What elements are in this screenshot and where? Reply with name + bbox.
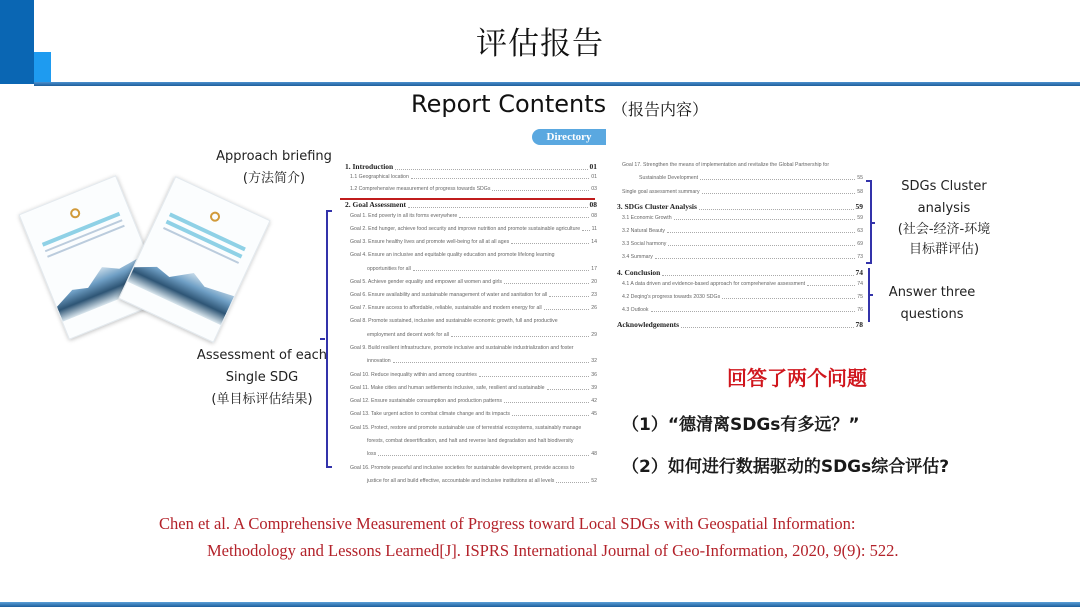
toc-entry (367, 266, 597, 272)
toc-page-number: 01 (589, 162, 597, 171)
toc-entry-title: Goal 6. Ensure availability and sustainable management of water and sanitation for all (350, 292, 548, 298)
toc-page-number: 59 (855, 202, 863, 211)
toc-page-number: 36 (591, 372, 597, 378)
toc-page-number: 48 (591, 451, 597, 457)
toc-entry (622, 189, 863, 195)
toc-entry-title: Goal 5. Achieve gender equality and empower all women and girls (350, 279, 502, 285)
toc-entry-title: innovation (367, 358, 391, 364)
toc-page-number: 08 (591, 213, 597, 219)
toc-page-number: 11 (591, 226, 597, 232)
toc-entry-title: 3.1 Economic Growth (622, 215, 672, 221)
single-sdg-assessment-label (196, 345, 328, 411)
toc-entry (345, 200, 597, 209)
toc-leader-dots (479, 376, 589, 377)
label-line: Answer three (888, 285, 976, 300)
toc-page-number: 69 (857, 241, 863, 247)
toc-entry (350, 411, 597, 417)
toc-page-number: 39 (591, 385, 597, 391)
toc-page-number: 17 (591, 266, 597, 272)
toc-entry (367, 451, 597, 457)
cover-subtitle-band (163, 227, 239, 264)
toc-page-number: 55 (857, 175, 863, 181)
toc-leader-dots (549, 296, 589, 297)
toc-entry-title: Goal 16. Promote peaceful and inclusive societies for sustainable development, provide access to (350, 465, 575, 471)
toc-entry (617, 268, 863, 277)
toc-entry (350, 398, 597, 404)
toc-entry-title: 4. Conclusion (617, 268, 661, 277)
toc-leader-dots (667, 232, 855, 233)
toc-entry-title: Goal 10. Reduce inequality within and among countries (350, 372, 477, 378)
toc-entry (350, 425, 597, 431)
toc-page-number: 63 (857, 228, 863, 234)
toc-entry-title: Goal 7. Ensure access to affordable, reliable, sustainable and modern energy for all (350, 305, 542, 311)
toc-leader-dots (547, 389, 590, 390)
toc-page-number: 08 (589, 200, 597, 209)
toc-entry-title: Goal 13. Take urgent action to combat climate change and its impacts (350, 411, 510, 417)
toc-entry (367, 478, 597, 484)
toc-entry-title: 3. SDGs Cluster Analysis (617, 202, 697, 211)
toc-entry (367, 358, 597, 364)
brace-tick (868, 294, 873, 296)
toc-page-number: 26 (591, 305, 597, 311)
toc-entry (622, 162, 863, 168)
toc-entry (622, 307, 863, 313)
toc-page-number: 14 (591, 239, 597, 245)
toc-entry (617, 202, 863, 211)
toc-entry-title: 1.2 Comprehensive measurement of progress towards SDGs (350, 186, 491, 192)
toc-leader-dots (668, 245, 855, 246)
toc-page-number: 74 (855, 268, 863, 277)
toc-entry (367, 438, 597, 444)
toc-entry-title: opportunities for all (367, 266, 411, 272)
footer-divider (0, 602, 1080, 607)
toc-leader-dots (393, 362, 590, 363)
label-line: (方法简介) (242, 171, 306, 186)
header-divider (34, 82, 1080, 86)
toc-page-number: 74 (857, 281, 863, 287)
toc-entry (350, 318, 597, 324)
directory-badge: Directory (532, 129, 606, 145)
label-line: questions (900, 307, 964, 322)
toc-entry (622, 228, 863, 234)
toc-leader-dots (411, 178, 589, 179)
label-line: Assessment of each (196, 348, 328, 363)
toc-entry-title: Goal 15. Protect, restore and promote sustainable use of terrestrial ecosystems, sustainably manage (350, 425, 582, 431)
toc-leader-dots (451, 336, 589, 337)
toc-entry (622, 215, 863, 221)
toc-entry-title: Single goal assessment summary (622, 189, 700, 195)
toc-entry-title: Goal 11. Make cities and human settlements inclusive, safe, resilient and sustainable (350, 385, 545, 391)
toc-entry-title: 3.4 Summary (622, 254, 653, 260)
label-line: (社会-经济-环境 (897, 222, 991, 237)
toc-leader-dots (651, 311, 856, 312)
toc-entry-title: loss (367, 451, 377, 457)
contents-title: Report Contents (411, 90, 607, 118)
toc-leader-dots (582, 230, 589, 231)
toc-entry-title: Sustainable Development (639, 175, 699, 181)
cover-subtitle-band (47, 225, 125, 258)
toc-leader-dots (512, 415, 589, 416)
toc-entry-title: employment and decent work for all (367, 332, 449, 338)
toc-entry (350, 385, 597, 391)
contents-subtitle: （报告内容） (612, 100, 709, 119)
toc-entry (622, 281, 863, 287)
toc-entry-title: forests, combat desertification, and halt and reverse land degradation and halt biodiversity (367, 438, 574, 444)
cover-title-band (166, 220, 243, 259)
toc-entry (622, 254, 863, 260)
toc-page-number: 52 (591, 478, 597, 484)
label-line: analysis (917, 201, 971, 216)
toc-entry-title: Goal 2. End hunger, achieve food security and improve nutrition and promote sustainable agriculture (350, 226, 581, 232)
report-cover-image-right (118, 176, 270, 343)
toc-leader-dots (655, 258, 855, 259)
approach-briefing-label (208, 146, 340, 190)
toc-page-number: 75 (857, 294, 863, 300)
toc-entry-title: 2. Goal Assessment (345, 200, 407, 209)
toc-leader-dots (459, 217, 589, 218)
toc-entry-title: 1. Introduction (345, 162, 394, 171)
toc-page-number: 45 (591, 411, 597, 417)
sdg-wheel-icon (69, 207, 82, 220)
toc-leader-dots (511, 243, 589, 244)
toc-entry-title: Goal 8. Promote sustained, inclusive and sustainable economic growth, full and productive (350, 318, 558, 324)
slide-title: 评估报告 (476, 26, 604, 62)
toc-leader-dots (702, 193, 856, 194)
question-1: （1）“德清离SDGs有多远？” (622, 415, 860, 435)
toc-entry (350, 305, 597, 311)
label-line: Approach briefing (216, 149, 332, 164)
citation-line-1: Chen et al. A Comprehensive Measurement of Progress toward Local SDGs with Geospatial Information: (159, 514, 856, 533)
toc-entry-title: Acknowledgements (617, 320, 680, 329)
toc-page-number: 42 (591, 398, 597, 404)
toc-entry (350, 345, 597, 351)
cover-title-band (169, 213, 246, 252)
toc-leader-dots (722, 298, 855, 299)
toc-leader-dots (700, 179, 855, 180)
toc-leader-dots (662, 275, 853, 276)
toc-page-number: 59 (857, 215, 863, 221)
toc-page-number: 20 (591, 279, 597, 285)
toc-page-number: 01 (591, 174, 597, 180)
toc-leader-dots (699, 209, 854, 210)
toc-entry (622, 294, 863, 300)
toc-entry-title: 3.2 Natural Beauty (622, 228, 665, 234)
label-line: 目标群评估) (908, 242, 980, 257)
toc-page-number: 58 (857, 189, 863, 195)
toc-entry (617, 320, 863, 329)
toc-entry-title: Goal 1. End poverty in all its forms everywhere (350, 213, 458, 219)
brace-tick (320, 338, 325, 340)
toc-leader-dots (395, 169, 587, 170)
toc-entry-title: 4.1 A data driven and evidence-based approach for comprehensive assessment (622, 281, 806, 287)
toc-leader-dots (544, 309, 590, 310)
mountain-landscape-image (127, 245, 237, 325)
toc-entry (350, 174, 597, 180)
toc-entry-title: 4.3 Outlook (622, 307, 649, 313)
two-questions-title: 回答了两个问题 (727, 366, 867, 390)
toc-page-number: 03 (591, 186, 597, 192)
toc-leader-dots (504, 402, 589, 403)
toc-page-number: 29 (591, 332, 597, 338)
toc-entry (350, 372, 597, 378)
answer-questions-label (880, 282, 984, 326)
toc-entry (350, 226, 597, 232)
toc-entry-title: 1.1 Geographical location (350, 174, 409, 180)
toc-leader-dots (807, 285, 855, 286)
toc-entry-title: 3.3 Social harmony (622, 241, 667, 247)
toc-page-number: 76 (857, 307, 863, 313)
toc-page-number: 23 (591, 292, 597, 298)
toc-entry (345, 162, 597, 171)
toc-entry-title: Goal 4. Ensure an inclusive and equitable quality education and promote lifelong learning (350, 252, 555, 258)
sdg-wheel-icon (208, 210, 221, 223)
cluster-analysis-label (884, 176, 1004, 260)
toc-entry (639, 175, 863, 181)
toc-entry (350, 252, 597, 258)
toc-leader-dots (408, 207, 587, 208)
toc-entry (350, 186, 597, 192)
toc-entry-title: justice for all and build effective, accountable and inclusive institutions at all levels (367, 478, 555, 484)
brace-tick (870, 222, 875, 224)
toc-entry (350, 239, 597, 245)
label-line: SDGs Cluster (901, 179, 987, 194)
toc-entry (367, 332, 597, 338)
toc-entry (350, 465, 597, 471)
toc-entry (350, 279, 597, 285)
toc-page-number: 78 (855, 320, 863, 329)
toc-entry-title: Goal 9. Build resilient infrastructure, promote inclusive and sustainable industrialization and foster (350, 345, 574, 351)
toc-entry-title: Goal 17. Strengthen the means of implementation and revitalize the Global Partnership for (622, 162, 830, 168)
toc-entry-title: Goal 12. Ensure sustainable consumption and production patterns (350, 398, 502, 404)
toc-entry-title: 4.2 Deqing's progress towards 2030 SDGs (622, 294, 721, 300)
toc-entry-title: Goal 3. Ensure healthy lives and promote well-being for all at all ages (350, 239, 510, 245)
label-line: Single SDG (225, 370, 299, 385)
question-2: （2）如何进行数据驱动的SDGs综合评估? (622, 457, 950, 477)
toc-page-number: 32 (591, 358, 597, 364)
toc-leader-dots (681, 327, 853, 328)
toc-leader-dots (556, 482, 589, 483)
toc-entry (622, 241, 863, 247)
toc-leader-dots (674, 219, 856, 220)
brace-goal-assessment (326, 210, 332, 468)
toc-entry (350, 213, 597, 219)
toc-leader-dots (504, 283, 589, 284)
toc-entry (350, 292, 597, 298)
toc-leader-dots (492, 190, 589, 191)
citation-line-2: Methodology and Lessons Learned[J]. ISPRS International Journal of Geo-Information, 2020, 9(9): 522. (207, 541, 899, 560)
label-line: (单目标评估结果) (211, 392, 313, 407)
toc-leader-dots (413, 270, 589, 271)
toc-leader-dots (378, 455, 589, 456)
highlight-underline (340, 198, 595, 200)
toc-page-number: 73 (857, 254, 863, 260)
